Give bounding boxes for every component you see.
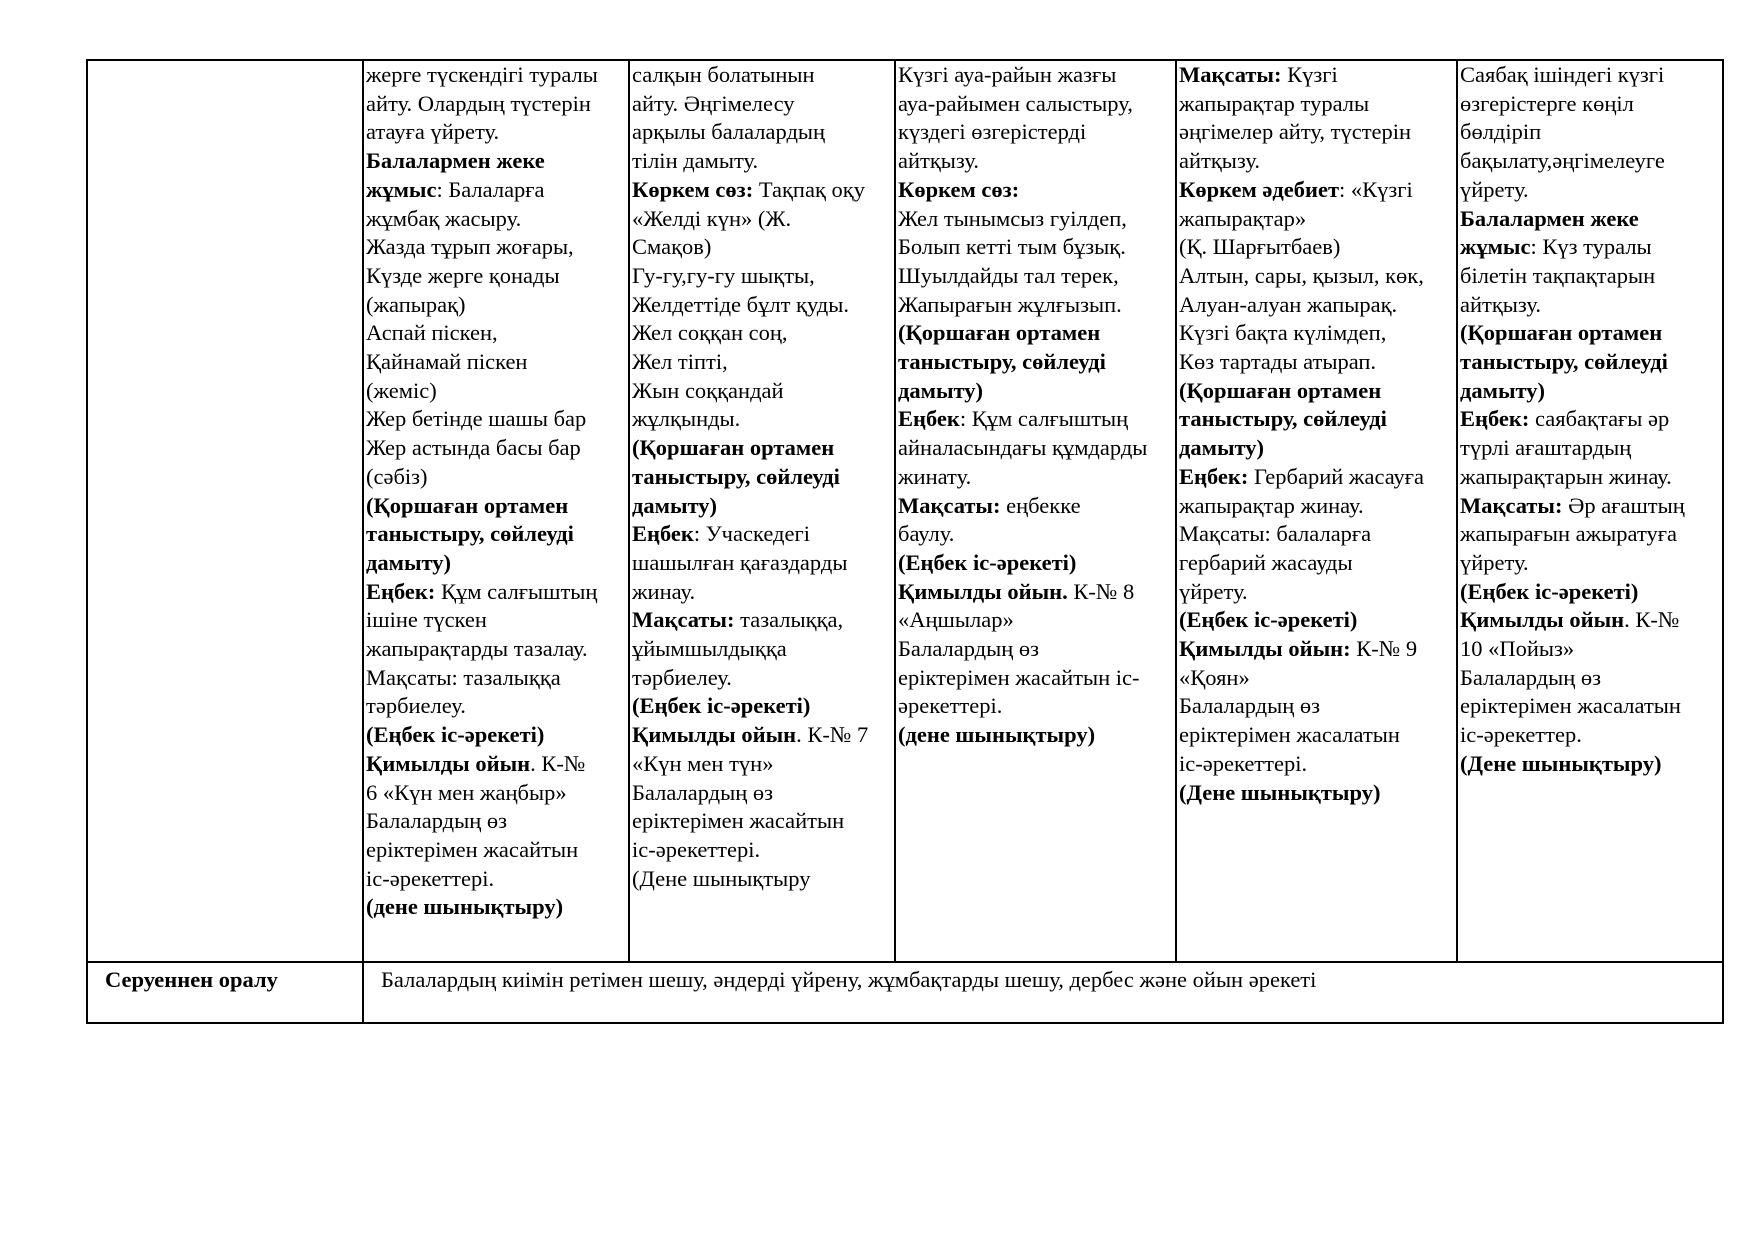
table-row xyxy=(87,962,1723,1023)
text-line xyxy=(632,405,892,434)
text-segment: Балалардың өз xyxy=(898,636,1040,662)
text-line xyxy=(898,434,1173,463)
text-segment: арқылы балалардың xyxy=(632,119,826,145)
text-segment: іс-әрекеттері. xyxy=(632,836,761,862)
text-line xyxy=(1179,664,1454,693)
text-line xyxy=(1179,750,1454,779)
text-line xyxy=(898,147,1173,176)
text-line xyxy=(632,348,892,377)
text-segment: Шуылдайды тал терек, xyxy=(898,262,1119,288)
text-line xyxy=(1460,635,1720,664)
bold-text: Қимылды ойын xyxy=(1460,607,1625,633)
text-segment: Балалардың өз xyxy=(632,779,774,805)
text-line xyxy=(1460,664,1720,693)
bold-text: (Дене шынықтыру) xyxy=(1179,779,1381,805)
text-segment: жерге түскендігі туралы xyxy=(366,62,598,87)
text-line xyxy=(366,606,626,635)
text-segment: салқын болатынын xyxy=(632,62,815,87)
bold-text: дамыту) xyxy=(1460,377,1546,403)
text-line xyxy=(1460,291,1720,320)
text-line xyxy=(632,377,892,406)
text-line xyxy=(1460,176,1720,205)
text-segment: 10 «Пойыз» xyxy=(1460,636,1575,662)
text-line xyxy=(1460,578,1720,607)
text-line xyxy=(898,319,1173,348)
text-line xyxy=(1179,233,1454,262)
text-line xyxy=(366,463,626,492)
text-segment: Мақсаты: балаларға xyxy=(1179,521,1372,547)
text-line xyxy=(1179,520,1454,549)
text-segment: еріктерімен жасайтын іс- xyxy=(898,664,1140,690)
bold-text: Еңбек: xyxy=(366,578,436,604)
bold-text: Қимылды ойын. xyxy=(898,578,1068,604)
text-segment: Күзгі xyxy=(1281,62,1338,87)
bold-text: таныстыру, сөйлеуді xyxy=(366,521,574,547)
text-line xyxy=(1179,549,1454,578)
text-line xyxy=(366,865,626,894)
bold-text: дамыту) xyxy=(366,549,452,575)
text-line xyxy=(898,205,1173,234)
text-segment: күздегі өзгерістерді xyxy=(898,119,1087,145)
text-segment: «Аңшылар» xyxy=(898,607,1014,633)
text-line xyxy=(366,319,626,348)
text-segment: Балалардың өз xyxy=(1460,664,1602,690)
text-line xyxy=(632,291,892,320)
text-segment: түрлі ағаштардың xyxy=(1460,435,1632,461)
text-line xyxy=(1460,205,1720,234)
text-line xyxy=(1460,405,1720,434)
text-segment: тәрбиелеу. xyxy=(366,693,466,719)
text-segment: еріктерімен жасайтын xyxy=(366,836,579,862)
bold-text: (дене шынықтыру) xyxy=(898,722,1096,748)
text-segment: ұйымшылдыққа xyxy=(632,636,787,662)
text-segment: Аспай піскен, xyxy=(366,320,498,346)
text-segment: «Желді күн» (Ж. xyxy=(632,205,792,231)
text-line xyxy=(366,291,626,320)
bold-text: (Еңбек іс-әрекеті) xyxy=(1460,578,1639,604)
text-segment: айтқызу. xyxy=(1179,148,1260,174)
bold-text: Еңбек xyxy=(632,521,694,547)
bold-text: Мақсаты: xyxy=(1460,492,1563,518)
text-line xyxy=(1179,578,1454,607)
text-segment: айтқызу. xyxy=(898,148,979,174)
text-line xyxy=(632,807,892,836)
text-segment: Желдеттіде бұлт қуды. xyxy=(632,291,849,317)
text-line xyxy=(1179,262,1454,291)
text-line xyxy=(1179,779,1454,808)
bold-text: жұмыс xyxy=(1460,234,1531,260)
text-line xyxy=(898,176,1173,205)
text-line xyxy=(1460,118,1720,147)
return-label-cell xyxy=(87,962,363,1023)
text-line xyxy=(632,463,892,492)
text-line xyxy=(632,319,892,348)
text-line xyxy=(1460,606,1720,635)
text-line xyxy=(898,578,1173,607)
text-line xyxy=(1179,405,1454,434)
text-line xyxy=(1460,348,1720,377)
text-segment: 6 «Күн мен жаңбыр» xyxy=(366,779,567,805)
text-segment: Жын соққандай xyxy=(632,377,784,403)
text-line xyxy=(632,549,892,578)
bold-text: таныстыру, сөйлеуді xyxy=(898,349,1106,375)
text-segment: жапырақтар жинау. xyxy=(1179,492,1364,518)
text-segment: тәрбиелеу. xyxy=(632,664,732,690)
text-segment: Жел тіпті, xyxy=(632,349,728,375)
text-line xyxy=(366,348,626,377)
text-line xyxy=(1460,233,1720,262)
text-line xyxy=(366,807,626,836)
text-line xyxy=(366,61,626,90)
text-segment: әңгімелер айту, түстерін xyxy=(1179,119,1412,145)
text-segment: «Қоян» xyxy=(1179,664,1250,690)
text-segment: баулу. xyxy=(898,521,955,547)
text-line xyxy=(1179,692,1454,721)
text-segment: Құм салғыштың xyxy=(435,578,598,604)
text-segment: . К-№ xyxy=(530,750,586,776)
text-segment: : Құм салғыштың xyxy=(959,406,1129,432)
text-segment: үйрету. xyxy=(1460,176,1529,202)
text-line xyxy=(366,377,626,406)
text-line xyxy=(898,606,1173,635)
text-segment: : Балаларға xyxy=(436,176,545,202)
bold-text: (Қоршаған ортамен xyxy=(366,492,569,518)
text-line xyxy=(366,147,626,176)
text-segment: жапырақтар туралы xyxy=(1179,90,1370,116)
text-line xyxy=(1460,262,1720,291)
text-line xyxy=(632,233,892,262)
text-line xyxy=(1460,377,1720,406)
text-line xyxy=(632,578,892,607)
text-line xyxy=(1460,692,1720,721)
text-segment: іс-әрекеттері. xyxy=(366,865,495,891)
bold-text: таныстыру, сөйлеуді xyxy=(632,463,840,489)
text-line xyxy=(1179,147,1454,176)
text-line xyxy=(366,779,626,808)
text-segment: айту. Олардың түстерін xyxy=(366,90,591,116)
text-segment: Жер бетінде шашы бар xyxy=(366,406,587,432)
text-line xyxy=(1179,434,1454,463)
text-line xyxy=(632,779,892,808)
text-line xyxy=(366,262,626,291)
text-segment: әрекеттері. xyxy=(898,693,1003,719)
text-line xyxy=(898,61,1173,90)
plan-table xyxy=(86,59,1724,1024)
text-line xyxy=(1179,635,1454,664)
text-segment: Тақпақ оқу xyxy=(753,176,865,202)
text-line xyxy=(1179,118,1454,147)
text-line xyxy=(366,578,626,607)
text-line xyxy=(898,549,1173,578)
text-line xyxy=(898,291,1173,320)
text-segment: ішіне түскен xyxy=(366,607,487,633)
bold-text: Еңбек: xyxy=(1460,406,1530,432)
text-line xyxy=(632,90,892,119)
text-line xyxy=(632,520,892,549)
text-line xyxy=(632,61,892,90)
text-line xyxy=(898,492,1173,521)
text-line xyxy=(632,205,892,234)
return-label: Серуеннен оралу xyxy=(105,967,278,992)
text-segment: айту. Әңгімелесу xyxy=(632,90,795,116)
text-line xyxy=(898,118,1173,147)
text-line xyxy=(1179,348,1454,377)
text-segment: Балалардың өз xyxy=(1179,693,1321,719)
text-line xyxy=(632,692,892,721)
text-line xyxy=(1179,606,1454,635)
text-line xyxy=(366,90,626,119)
text-segment: еріктерімен жасайтын xyxy=(632,808,845,834)
text-line xyxy=(1460,90,1720,119)
text-segment: айналасындағы құмдарды xyxy=(898,435,1148,461)
text-segment: Смақов) xyxy=(632,234,712,260)
text-segment: бақылату,әңгімелеуге xyxy=(1460,148,1665,174)
text-line xyxy=(898,90,1173,119)
text-segment: (жапырақ) xyxy=(366,291,466,317)
text-segment: еңбекке xyxy=(1000,492,1081,518)
text-line xyxy=(1460,520,1720,549)
text-segment: Күзде жерге қонады xyxy=(366,262,560,288)
bold-text: (дене шынықтыру) xyxy=(366,894,564,920)
text-line xyxy=(366,520,626,549)
text-segment: . К-№ 7 xyxy=(796,722,869,748)
bold-text: Балалармен жеке xyxy=(366,148,545,174)
bold-text: Көркем сөз: xyxy=(632,176,754,202)
text-line xyxy=(1179,61,1454,90)
bold-text: Қимылды ойын: xyxy=(1179,636,1351,662)
text-segment: Жер астында басы бар xyxy=(366,435,581,461)
text-segment: өзгерістерге көңіл xyxy=(1460,90,1634,116)
text-segment: Алуан-алуан жапырақ. xyxy=(1179,291,1398,317)
text-line xyxy=(1179,176,1454,205)
text-line xyxy=(1179,463,1454,492)
text-line xyxy=(1179,205,1454,234)
bold-text: дамыту) xyxy=(1179,435,1265,461)
text-segment: атауға үйрету. xyxy=(366,119,500,145)
text-line xyxy=(366,664,626,693)
text-line xyxy=(1179,319,1454,348)
text-line xyxy=(898,405,1173,434)
text-segment: Күзгі бақта күлімдеп, xyxy=(1179,320,1387,346)
bold-text: Балалармен жеке xyxy=(1460,205,1639,231)
bold-text: Көркем әдебиет xyxy=(1179,176,1340,202)
bold-text: (Қоршаған ортамен xyxy=(898,320,1101,346)
text-line xyxy=(366,836,626,865)
text-segment: ауа-райымен салыстыру, xyxy=(898,90,1133,116)
bold-text: Көркем сөз: xyxy=(898,176,1020,202)
bold-text: (Еңбек іс-әрекеті) xyxy=(632,693,811,719)
text-segment: Жел соққан соң, xyxy=(632,320,788,346)
text-segment: Күзгі ауа-райын жазғы xyxy=(898,62,1117,87)
text-line xyxy=(898,233,1173,262)
text-segment: білетін тақпақтарын xyxy=(1460,262,1656,288)
text-segment: Жел тынымсыз гуілдеп, xyxy=(898,205,1127,231)
bold-text: Мақсаты: xyxy=(898,492,1001,518)
bold-text: Қимылды ойын xyxy=(632,722,797,748)
text-line xyxy=(632,492,892,521)
bold-text: Мақсаты: xyxy=(632,607,735,633)
text-segment: жинау. xyxy=(632,578,696,604)
day-cell-4 xyxy=(1176,60,1457,962)
text-line xyxy=(366,233,626,262)
day-cell-5 xyxy=(1457,60,1723,962)
text-segment: жинату. xyxy=(898,463,972,489)
text-segment: жапырағын ажыратуға xyxy=(1460,521,1677,547)
text-segment: шашылған қағаздарды xyxy=(632,549,848,575)
text-line xyxy=(632,147,892,176)
text-line xyxy=(632,836,892,865)
bold-text: Мақсаты: xyxy=(1179,62,1282,87)
text-line xyxy=(366,205,626,234)
text-segment: Жапырағын жұлғызып. xyxy=(898,291,1122,317)
day-cell-3 xyxy=(895,60,1176,962)
text-line xyxy=(1460,549,1720,578)
text-segment: Жазда тұрып жоғары, xyxy=(366,234,574,260)
text-segment: : Күз туралы xyxy=(1530,234,1652,260)
text-line xyxy=(366,405,626,434)
bold-text: (Дене шынықтыру) xyxy=(1460,750,1662,776)
text-line xyxy=(1460,147,1720,176)
text-segment: Мақсаты: тазалыққа xyxy=(366,664,561,690)
text-line xyxy=(898,635,1173,664)
text-line xyxy=(366,635,626,664)
text-line xyxy=(632,635,892,664)
day-cell-1 xyxy=(363,60,629,962)
text-line xyxy=(1460,434,1720,463)
text-line xyxy=(1179,90,1454,119)
day-cell-2 xyxy=(629,60,895,962)
text-segment: Гербарий жасауға xyxy=(1248,463,1425,489)
text-line xyxy=(632,118,892,147)
text-line xyxy=(366,176,626,205)
bold-text: жұмыс xyxy=(366,176,437,202)
text-line xyxy=(632,750,892,779)
text-line xyxy=(632,865,892,894)
text-line xyxy=(898,520,1173,549)
text-segment: үйрету. xyxy=(1460,549,1529,575)
text-line xyxy=(1179,492,1454,521)
text-segment: Көз тартады атырап. xyxy=(1179,349,1377,375)
bold-text: дамыту) xyxy=(632,492,718,518)
text-segment: (Қ. Шарғытбаев) xyxy=(1179,234,1341,260)
text-segment: Қайнамай піскен xyxy=(366,349,528,375)
text-line xyxy=(366,549,626,578)
bold-text: Қимылды ойын xyxy=(366,750,531,776)
text-segment: айтқызу. xyxy=(1460,291,1541,317)
text-segment: Гу-гу,гу-гу шықты, xyxy=(632,262,815,288)
return-text: Балалардың киімін ретімен шешу, әндерді үйрену, жұмбақтарды шешу, дербес және ойын әрекеті xyxy=(381,967,1317,992)
text-line xyxy=(366,721,626,750)
text-line xyxy=(1179,291,1454,320)
text-line xyxy=(898,463,1173,492)
text-line xyxy=(898,348,1173,377)
text-line xyxy=(1460,61,1720,90)
text-line xyxy=(366,118,626,147)
text-segment: Алтын, сары, қызыл, көк, xyxy=(1179,262,1424,288)
text-line xyxy=(632,606,892,635)
bold-text: дамыту) xyxy=(898,377,984,403)
bold-text: (Қоршаған ортамен xyxy=(1179,377,1382,403)
bold-text: таныстыру, сөйлеуді xyxy=(1460,349,1668,375)
bold-text: Еңбек: xyxy=(1179,463,1249,489)
bold-text: таныстыру, сөйлеуді xyxy=(1179,406,1387,432)
text-line xyxy=(1460,492,1720,521)
text-segment: жапырақтар» xyxy=(1179,205,1307,231)
text-segment: (сәбіз) xyxy=(366,463,428,489)
text-line xyxy=(1460,319,1720,348)
text-line xyxy=(898,692,1173,721)
text-line xyxy=(898,377,1173,406)
text-segment: тазалыққа, xyxy=(734,607,844,633)
bold-text: Еңбек xyxy=(898,406,960,432)
text-line xyxy=(1460,463,1720,492)
text-segment: : Учаскедегі xyxy=(693,521,810,547)
text-segment: гербарий жасауды xyxy=(1179,549,1353,575)
text-line xyxy=(632,176,892,205)
text-segment: Болып кетті тым бұзық. xyxy=(898,234,1126,260)
text-segment: тілін дамыту. xyxy=(632,148,759,174)
text-segment: К-№ 8 xyxy=(1067,578,1135,604)
text-segment: (жеміс) xyxy=(366,377,437,403)
text-segment: (Дене шынықтыру xyxy=(632,865,811,891)
text-line xyxy=(1179,377,1454,406)
row-label-cell-empty xyxy=(87,60,363,962)
text-line xyxy=(366,492,626,521)
text-segment: : «Күзгі xyxy=(1339,176,1413,202)
text-line xyxy=(366,750,626,779)
text-segment: жұмбақ жасыру. xyxy=(366,205,522,231)
text-segment: Балалардың өз xyxy=(366,808,508,834)
text-segment: іс-әрекеттері. xyxy=(1179,750,1308,776)
text-segment: жапырақтарын жинау. xyxy=(1460,463,1672,489)
text-segment: . К-№ xyxy=(1624,607,1680,633)
text-segment: жапырақтарды тазалау. xyxy=(366,636,588,662)
text-line xyxy=(632,262,892,291)
table-row xyxy=(87,60,1723,962)
text-segment: еріктерімен жасалатын xyxy=(1179,722,1400,748)
text-line xyxy=(366,893,626,922)
bold-text: (Еңбек іс-әрекеті) xyxy=(366,722,545,748)
text-line xyxy=(366,434,626,463)
bold-text: (Еңбек іс-әрекеті) xyxy=(1179,607,1358,633)
text-segment: Әр ағаштың xyxy=(1562,492,1685,518)
bold-text: (Қоршаған ортамен xyxy=(1460,320,1663,346)
text-segment: К-№ 9 xyxy=(1350,636,1418,662)
text-line xyxy=(898,721,1173,750)
text-line xyxy=(1179,721,1454,750)
text-segment: саябақтағы әр xyxy=(1529,406,1670,432)
bold-text: (Еңбек іс-әрекеті) xyxy=(898,549,1077,575)
text-line xyxy=(366,692,626,721)
text-segment: «Күн мен түн» xyxy=(632,750,774,776)
text-segment: жұлқынды. xyxy=(632,406,741,432)
bold-text: (Қоршаған ортамен xyxy=(632,435,835,461)
text-line xyxy=(632,721,892,750)
text-segment: бөлдіріп xyxy=(1460,119,1542,145)
text-segment: еріктерімен жасалатын xyxy=(1460,693,1681,719)
text-line xyxy=(632,664,892,693)
text-line xyxy=(1460,721,1720,750)
text-segment: іс-әрекеттер. xyxy=(1460,722,1582,748)
text-line xyxy=(1460,750,1720,779)
text-line xyxy=(898,262,1173,291)
text-line xyxy=(632,434,892,463)
return-text-cell xyxy=(363,962,1723,1023)
text-line xyxy=(898,664,1173,693)
text-segment: үйрету. xyxy=(1179,578,1248,604)
text-segment: Саябақ ішіндегі күзгі xyxy=(1460,62,1665,87)
